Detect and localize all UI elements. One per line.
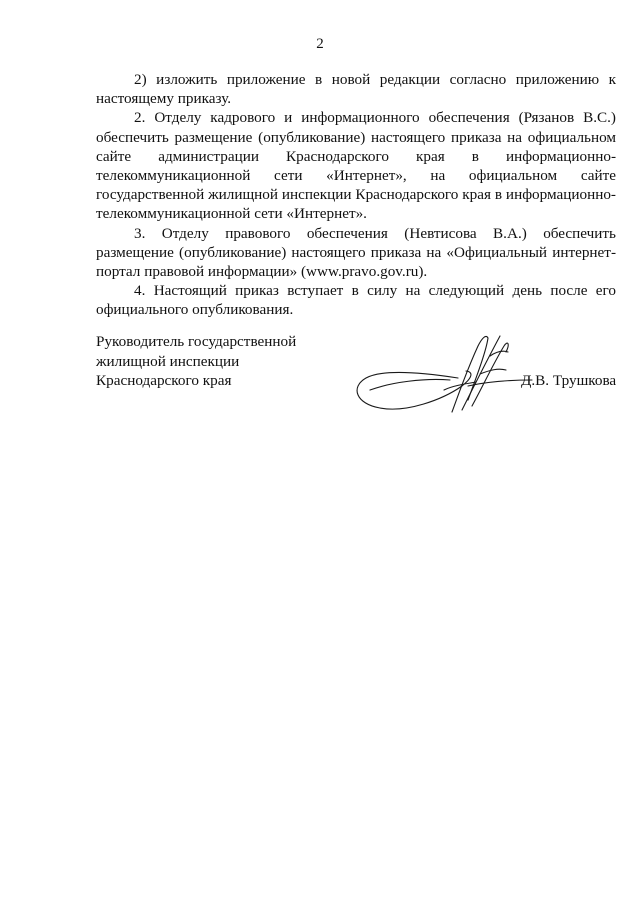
signer-name: Д.В. Трушкова bbox=[521, 372, 617, 389]
signer-position-line: Руководитель государственной bbox=[96, 333, 297, 350]
paragraph-item-2-sub: 2) изложить приложение в новой редакции согласно приложению к настоящему приказу. bbox=[96, 71, 616, 108]
signer-position bbox=[96, 332, 296, 391]
order-body bbox=[96, 70, 616, 320]
handwritten-signature bbox=[340, 316, 540, 426]
paragraph-publication-website: 2. Отделу кадрового и информационного обеспечения (Рязанов В.С.) обеспечить размещение (опубликование) настоящего приказа на официальном сайте администрации Краснодарского края в информационно-телекоммуникационной сети «Интернет», на официальном сайте государственной жилищной инспекции Краснодарского края в информационно-телекоммуникационной сети «Интернет». bbox=[96, 109, 616, 223]
paragraph-publication-legal-portal: 3. Отделу правового обеспечения (Невтисова В.А.) обеспечить размещение (опубликование) настоящего приказа на «Официальный интернет-портал правовой информации» (www.pravo.gov.ru). bbox=[96, 224, 616, 281]
page-number: 2 bbox=[316, 36, 324, 52]
signature-block bbox=[96, 332, 616, 442]
signer-position-line: жилищной инспекции bbox=[96, 352, 240, 370]
paragraph-entry-into-force: 4. Настоящий приказ вступает в силу на следующий день после его официального опубликования. bbox=[96, 282, 616, 319]
signer-position-line: Краснодарского края bbox=[96, 372, 232, 390]
